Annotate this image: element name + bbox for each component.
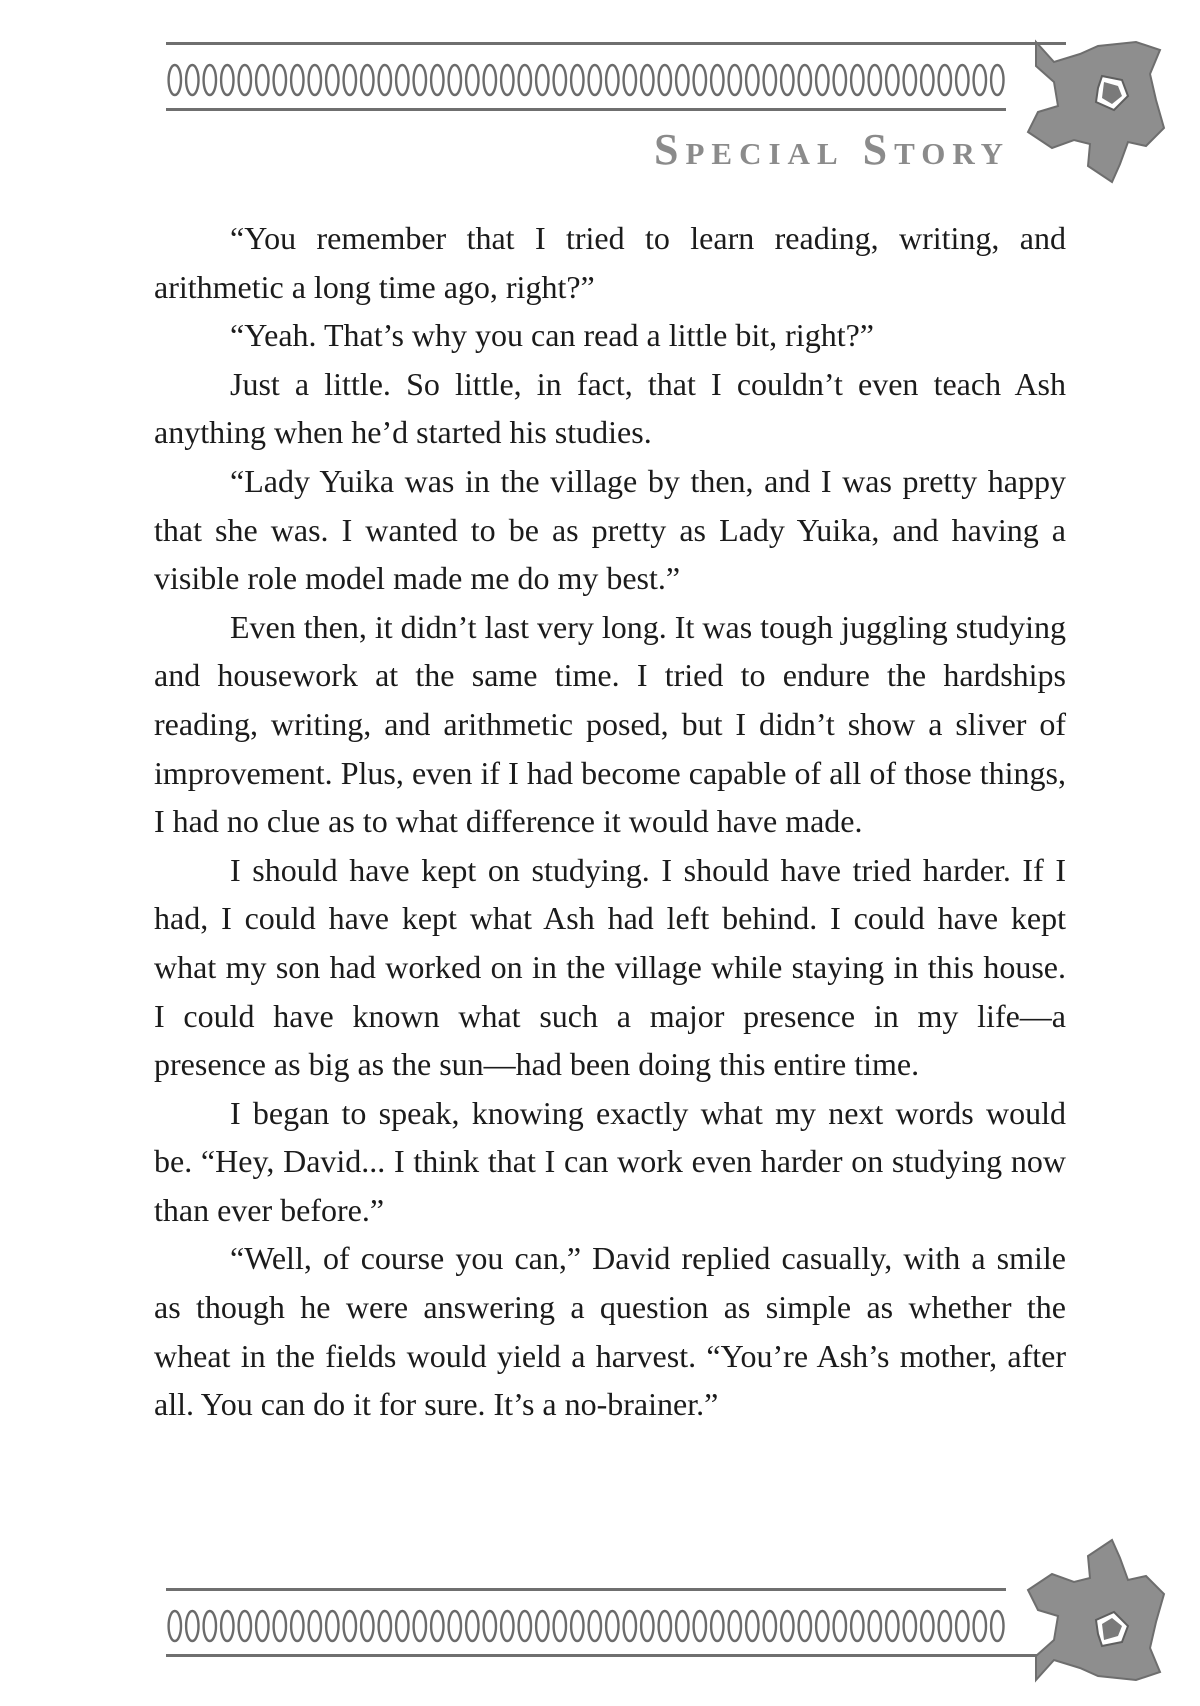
paragraph: Even then, it didn’t last very long. It was tough juggling studying and housework at the same time. I tried to endure the hardships reading, writing, and arithmetic posed, but I didn’t show a sliver of improvement. Plus, even if I had become capable of all of those things, I had no clue as to what difference it would have made. xyxy=(154,608,1066,840)
paragraph: “Lady Yuika was in the village by then, and I was pretty happy that she was. I wanted to be as pretty as Lady Yuika, and having a visible role model made me do my best.” xyxy=(154,462,1066,597)
header-title-wrap xyxy=(654,125,1010,174)
paragraph: “You remember that I tried to learn reading, writing, and arithmetic a long time ago, right?” xyxy=(154,220,1066,305)
paragraph: “Yeah. That’s why you can read a little bit, right?” xyxy=(230,317,874,354)
top-rule-lower xyxy=(166,108,1006,111)
story-text xyxy=(154,214,1066,1429)
paragraph: Just a little. So little, in fact, that I couldn’t even teach Ash anything when he’d started his studies. xyxy=(154,365,1066,451)
paragraph: “Well, of course you can,” David replied casually, with a smile as though he were answering a question as simple as whether the wheat in the fields would yield a harvest. “You’re Ash’s mother, after all. You can do it for sure. It’s a no-brainer.” xyxy=(154,1240,1066,1423)
chain-border-icon xyxy=(166,58,1006,102)
ornamental-cross-corner-icon xyxy=(1018,1536,1170,1686)
top-rule-upper xyxy=(166,42,1066,45)
bottom-rule-upper xyxy=(166,1588,1006,1591)
bottom-rule-lower xyxy=(166,1654,1066,1657)
chain-border-icon xyxy=(166,1604,1006,1648)
paragraph: I began to speak, knowing exactly what my next words would be. “Hey, David... I think that I can work even harder on studying now than ever before.” xyxy=(154,1094,1066,1228)
paragraph: I should have kept on studying. I should have tried harder. If I had, I could have kept what Ash had left behind. I could have kept what my son had worked on in the village while staying in this house. I could have known what such a major presence in my life—a presence as big as the sun—had been doing this entire time. xyxy=(154,851,1066,1083)
ornamental-cross-corner-icon xyxy=(1018,36,1170,186)
page-title: Special Story xyxy=(654,125,1010,174)
